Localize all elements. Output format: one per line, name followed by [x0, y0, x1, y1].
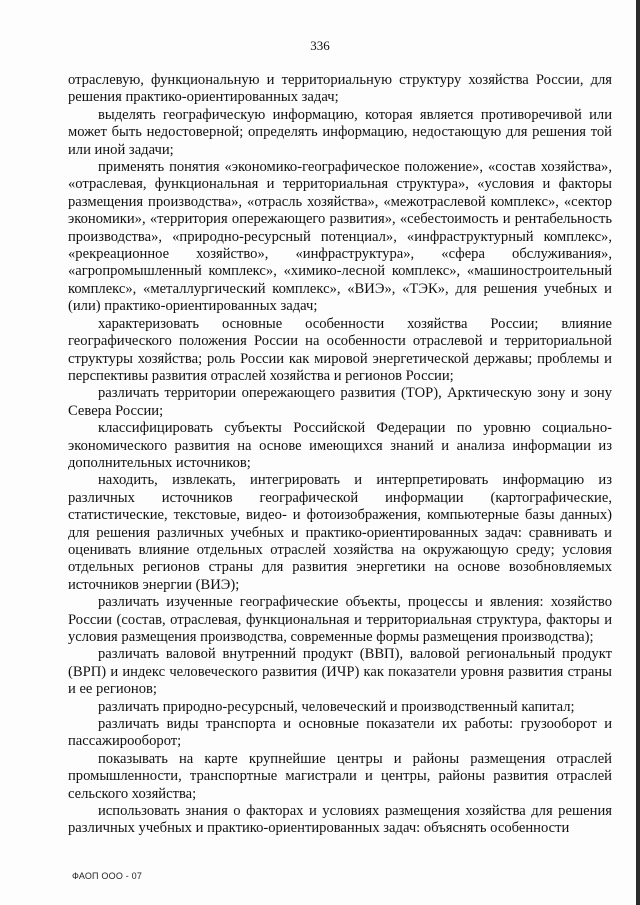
paragraph-3: применять понятия «экономико-географическое положение», «состав хозяйства», «отраслевая, функциональная и территориальная структура», «условия и факторы размещения производства», «отрасль хозяйства», «межотраслевой комплекс», «сектор экономики», «территория опережающего развития», «себестоимость и рентабельность производства», «природно-ресурсный потенциал», «инфраструктурный комплекс», «рекреационное хозяйство», «инфраструктура», «сфера обслуживания», «агропромышленный комплекс», «химико-лесной комплекс», «машиностроительный комплекс», «металлургический комплекс», «ВИЭ», «ТЭК», для решения учебных и (или) практико-ориентированных задач; — [68, 159, 612, 315]
paragraph-4: характеризовать основные особенности хозяйства России; влияние географического положения России на особенности отраслевой и территориальной структуры хозяйства; роль России как мировой энергетической державы; проблемы и перспективы развития отраслей хозяйства и регионов России; — [68, 315, 612, 384]
paragraph-2: выделять географическую информацию, которая является противоречивой или может быть недостоверной; определять информацию, недостающую для решения той или иной задачи; — [68, 106, 612, 158]
paragraph-13: использовать знания о факторах и условиях размещения хозяйства для решения различных учебных и практико-ориентированных задач: объяснять особенности — [68, 803, 612, 837]
paragraph-9: различать валовой внутренний продукт (ВВП), валовой региональный продукт (ВРП) и индекс человеческого развития (ИЧР) как показатели уровня развития страны и ее регионов; — [68, 646, 612, 698]
paragraph-5: различать территории опережающего развития (ТОР), Арктическую зону и зону Севера России; — [68, 385, 612, 419]
paragraph-10: различать природно-ресурсный, человеческий и производственный капитал; — [98, 698, 575, 715]
paragraph-7: находить, извлекать, интегрировать и интерпретировать информацию из различных источников географической информации (картографические, статистические, текстовые, видео- и фотоизображения, компьютерные базы данных) для решения различных учебных и практико-ориентированных задач: сравнивать и оценивать влияние отдельных отраслей хозяйства на окружающую среду; условия отдельных регионов страны для развития энергетики на основе возобновляемых источников энергии (ВИЭ); — [68, 472, 612, 593]
paragraph-1: отраслевую, функциональную и территориальную структуру хозяйства России, для решения практико-ориентированных задач; — [68, 72, 612, 106]
paragraph-12: показывать на карте крупнейшие центры и районы размещения отраслей промышленности, транспортные магистрали и центры, районы развития отраслей сельского хозяйства; — [68, 750, 612, 802]
document-body — [68, 72, 612, 838]
footer-code: ФАОП ООО - 07 — [72, 871, 143, 881]
scan-edge — [636, 0, 640, 905]
paragraph-6: классифицировать субъекты Российской Федерации по уровню социально-экономического развития на основе имеющихся знаний и анализа информации из дополнительных источников; — [68, 420, 612, 471]
page-number: 336 — [310, 38, 330, 53]
paragraph-8: различать изученные географические объекты, процессы и явления: хозяйство России (состав, отраслевая, функциональная и территориальная структура, факторы и условия размещения производства, современные формы размещения производства); — [68, 594, 612, 645]
paragraph-11: различать виды транспорта и основные показатели их работы: грузооборот и пассажирооборот; — [68, 716, 612, 750]
